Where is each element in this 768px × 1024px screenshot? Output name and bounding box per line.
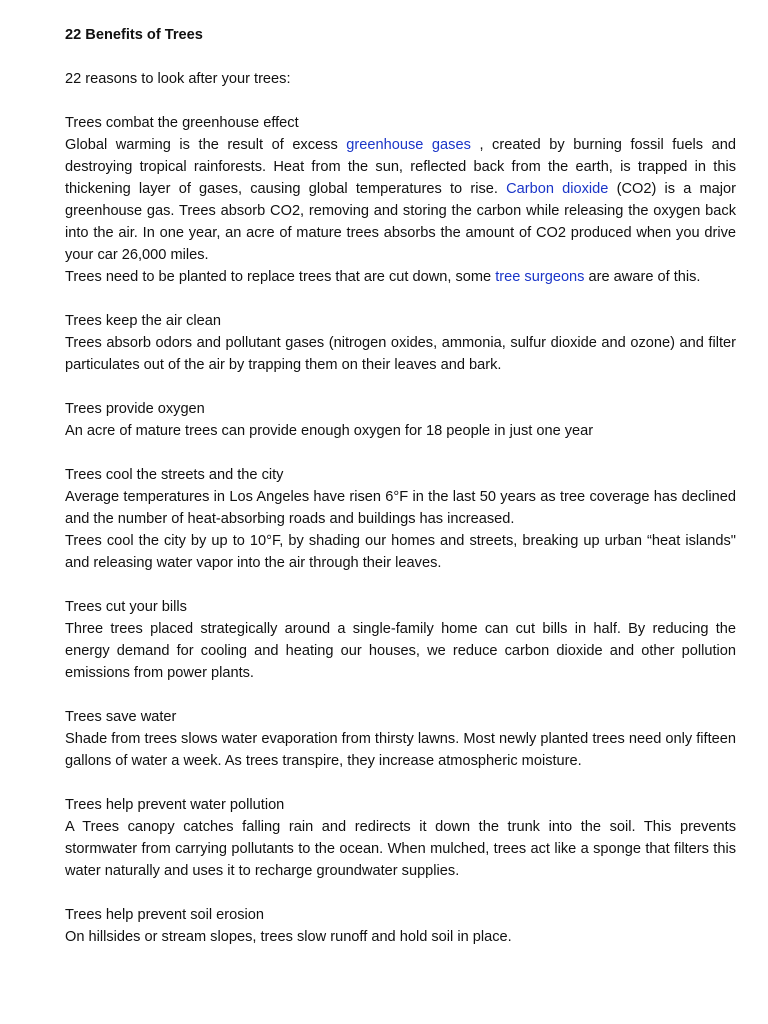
section-water-pollution bbox=[65, 794, 736, 882]
section-paragraph: Trees cool the city by up to 10°F, by shading our homes and streets, breaking up urban “heat islands" and releasing water vapor into the air through their leaves. bbox=[65, 533, 736, 571]
section-cool-streets bbox=[65, 464, 736, 574]
section-heading: Trees cool the streets and the city bbox=[65, 467, 284, 483]
paragraph-text: Trees need to be planted to replace trees that are cut down, some bbox=[65, 269, 496, 285]
section-paragraph: On hillsides or stream slopes, trees slow runoff and hold soil in place. bbox=[65, 929, 512, 945]
section-air-clean bbox=[65, 310, 736, 376]
section-cut-bills bbox=[65, 596, 736, 684]
document-page bbox=[65, 24, 736, 970]
section-greenhouse-effect bbox=[65, 112, 736, 288]
section-oxygen bbox=[65, 398, 736, 442]
section-heading: Trees save water bbox=[65, 709, 177, 725]
section-paragraph: A Trees canopy catches falling rain and redirects it down the trunk into the soil. This prevents stormwater from carrying pollutants to the ocean. When mulched, trees act like a sponge that filters this water naturally and uses it to recharge groundwater supplies. bbox=[65, 819, 736, 879]
document-intro: 22 reasons to look after your trees: bbox=[65, 71, 291, 87]
section-paragraph bbox=[65, 134, 736, 266]
section-paragraph bbox=[65, 266, 736, 288]
section-heading: Trees keep the air clean bbox=[65, 313, 222, 329]
section-heading: Trees help prevent soil erosion bbox=[65, 907, 265, 923]
section-paragraph: Shade from trees slows water evaporation from thirsty lawns. Most newly planted trees need only fifteen gallons of water a week. As trees transpire, they increase atmospheric moisture. bbox=[65, 731, 736, 769]
section-save-water bbox=[65, 706, 736, 772]
section-heading: Trees cut your bills bbox=[65, 599, 187, 615]
section-heading: Trees help prevent water pollution bbox=[65, 797, 285, 813]
section-paragraph: Trees absorb odors and pollutant gases (nitrogen oxides, ammonia, sulfur dioxide and ozone) and filter particulates out of the air by trapping them on their leaves and bark. bbox=[65, 335, 736, 373]
section-heading: Trees provide oxygen bbox=[65, 401, 205, 417]
section-paragraph: Average temperatures in Los Angeles have risen 6°F in the last 50 years as tree coverage has declined and the number of heat-absorbing roads and buildings has increased. bbox=[65, 489, 736, 527]
carbon-dioxide-link[interactable]: Carbon dioxide bbox=[506, 181, 609, 197]
section-heading: Trees combat the greenhouse effect bbox=[65, 115, 299, 131]
greenhouse-gases-link[interactable]: greenhouse gases bbox=[346, 137, 471, 153]
paragraph-text: (CO2) is a major greenhouse gas. Trees absorb CO2, removing and storing the carbon while releasing the oxygen back into the air. In one year, an acre of mature trees absorbs the amount of CO2 produced when you drive your car 26,000 miles. bbox=[65, 181, 736, 263]
paragraph-text: Global warming is the result of excess bbox=[65, 137, 347, 153]
section-paragraph: Three trees placed strategically around a single-family home can cut bills in half. By reducing the energy demand for cooling and heating our houses, we reduce carbon dioxide and other pollution emissions from power plants. bbox=[65, 621, 736, 681]
paragraph-text: are aware of this. bbox=[584, 269, 701, 285]
document-title: 22 Benefits of Trees bbox=[65, 27, 203, 43]
section-soil-erosion bbox=[65, 904, 736, 948]
paragraph-text: , created by burning fossil fuels and destroying tropical rainforests. Heat from the sun, reflected back from the earth, is trapped in this thickening layer of gases, causing global temperatures to rise. bbox=[65, 137, 736, 197]
tree-surgeons-link[interactable]: tree surgeons bbox=[495, 269, 585, 285]
section-paragraph: An acre of mature trees can provide enough oxygen for 18 people in just one year bbox=[65, 423, 594, 439]
